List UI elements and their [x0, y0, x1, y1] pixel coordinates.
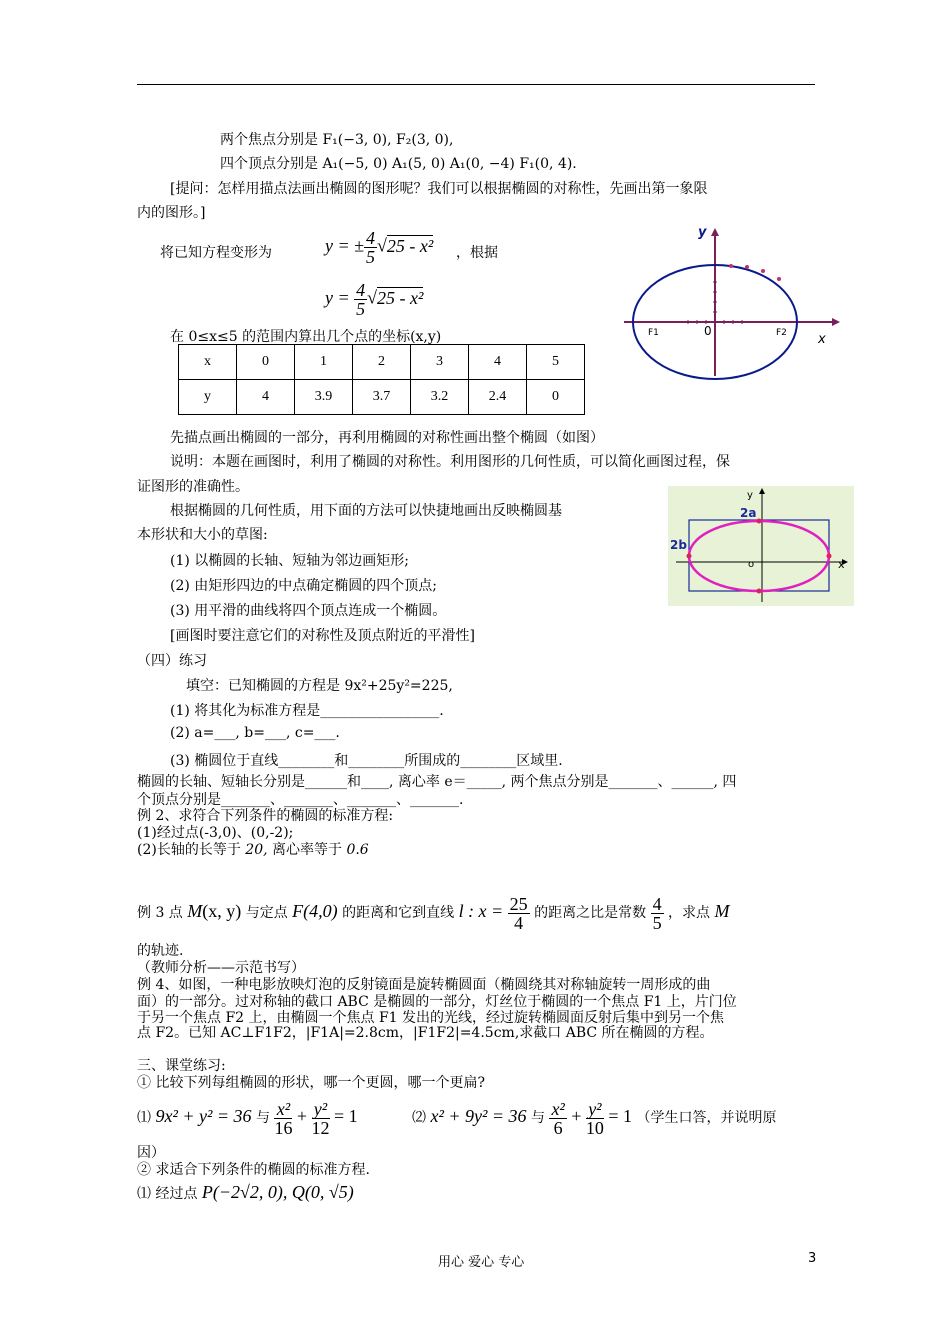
- ellipse-figure-2: [668, 486, 854, 606]
- practice-heading: （四）练习: [137, 653, 207, 669]
- fill-item-4: 椭圆的长轴、短轴长分别是______和____, 离心率 e＝_____, 两个焦点分别是_______、______, 四: [137, 774, 737, 790]
- table-cell: 1: [295, 345, 353, 380]
- page-number: 3: [808, 1251, 817, 1266]
- table-cell: 3.9: [295, 380, 353, 415]
- table-cell: 4: [469, 345, 527, 380]
- compare-group-1: ⑴ 9x² + y² = 36 与 $\frac{\text{x²}}{16}$ + $\frac{\text{y²}}{12}$ = 1: [137, 1098, 358, 1138]
- table-cell: x: [179, 345, 237, 380]
- equation-pm: y = ± $\frac{4}{5}$ √25 - x²: [325, 228, 434, 267]
- note-line-2: 证图形的准确性。: [137, 479, 249, 495]
- vertices-line: 四个顶点分别是 A₁(−5, 0) A₁(5, 0) A₁(0, −4) F₁(0, 4).: [220, 156, 577, 172]
- example-3-end: 的轨迹.: [137, 943, 184, 959]
- table-cell: 2: [353, 345, 411, 380]
- fill-question: 填空：已知椭圆的方程是 9x²+25y²=225,: [186, 678, 453, 694]
- axis-label-x: x: [838, 558, 845, 571]
- example-4-line-1: 例 4、如图，一种电影放映灯泡的反射镜面是旋转椭圆面（椭圆绕其对称轴旋转一周形成的曲: [137, 977, 711, 993]
- quick-line-2: 本形状和大小的草图:: [137, 527, 268, 543]
- equation-positive: y = $\frac{4}{5}$ √25 - x²: [325, 280, 424, 319]
- question-line: [提问：怎样用描点法画出椭圆的图形呢？我们可以根据椭圆的对称性，先画出第一象限: [170, 181, 708, 197]
- example-2-item-1: (1)经过点(-3,0)、(0,-2);: [137, 825, 294, 841]
- table-cell: 3.7: [353, 380, 411, 415]
- fill-item-2: (2) a=___, b=___, c=___.: [170, 725, 340, 741]
- class-question-2: ② 求适合下列条件的椭圆的标准方程.: [137, 1162, 370, 1178]
- focus-label-f2: F2: [776, 328, 787, 338]
- range-line: 在 0≤x≤5 的范围内算出几个点的坐标(x,y): [170, 329, 442, 345]
- teacher-note: （教师分析——示范书写）: [137, 960, 305, 976]
- header-rule: [137, 84, 815, 85]
- class-question-1: ① 比较下列每组椭圆的形状，哪一个更圆，哪一个更扁?: [137, 1075, 485, 1091]
- example-4-line-2: 面）的一部分。过对称轴的截口 ABC 是椭圆的一部分，灯丝位于椭圆的一个焦点 F1 上，片门位: [137, 994, 737, 1010]
- values-table: [178, 344, 585, 415]
- step-2: (2) 由矩形四边的中点确定椭圆的四个顶点;: [170, 578, 437, 594]
- foci-line: 两个焦点分别是 F₁(−3, 0), F₂(3, 0),: [220, 132, 454, 148]
- ellipse-figure-1: [618, 222, 840, 382]
- table-cell: 0: [527, 380, 585, 415]
- table-row: [179, 345, 585, 380]
- table-cell: 3.2: [411, 380, 469, 415]
- table-cell: y: [179, 380, 237, 415]
- axis-label-y: y: [747, 490, 753, 501]
- compare-tail: 因）: [137, 1145, 165, 1161]
- fill-item-1: (1) 将其化为标准方程是_________________.: [170, 703, 444, 719]
- origin-label: o: [748, 559, 755, 570]
- example-4-line-4: 点 F2。已知 AC⊥F1F2，|F1A|=2.8cm，|F1F2|=4.5cm,求截口 ABC 所在椭圆的方程。: [137, 1025, 714, 1041]
- axis-label-x: x: [818, 332, 826, 347]
- fill-item-5: 个顶点分别是_______、_______、_______、_______.: [137, 792, 464, 808]
- footer-motto: 用心 爱心 专心: [438, 1255, 525, 1270]
- label-2b: 2b: [670, 538, 687, 552]
- fill-item-3: (3) 椭圆位于直线________和________所围成的________区域里.: [170, 753, 563, 769]
- table-cell: 3: [411, 345, 469, 380]
- question-line-2: 内的图形。]: [137, 205, 206, 221]
- step-3: (3) 用平滑的曲线将四个顶点连成一个椭圆。: [170, 603, 447, 619]
- table-row: [179, 380, 585, 415]
- draw-line: 先描点画出椭圆的一部分，再利用椭圆的对称性画出整个椭圆（如图）: [170, 430, 604, 446]
- quick-line-1: 根据椭圆的几何性质，用下面的方法可以快捷地画出反映椭圆基: [170, 503, 562, 519]
- bracket-note: [画图时要注意它们的对称性及顶点附近的平滑性]: [170, 628, 475, 644]
- example-2-item-2: (2)长轴的长等于 20, 离心率等于 0.6: [137, 842, 369, 858]
- table-cell: 0: [237, 345, 295, 380]
- table-cell: 4: [237, 380, 295, 415]
- table-cell: 5: [527, 345, 585, 380]
- compare-group-2: ⑵ x² + 9y² = 36 与 $\frac{\text{x²}}{6}$ + $\frac{\text{y²}}{10}$ = 1 （学生口答，并说明原: [412, 1098, 777, 1138]
- label-2a: 2a: [740, 506, 757, 520]
- table-cell: 2.4: [469, 380, 527, 415]
- example-3: 例 3 点 M(x, y) 与定点 F(4,0) 的距离和它到直线 l : x = $\frac{25}{4}$ 的距离之比是常数 $\frac{4}{5}$ ，求点 M: [137, 893, 730, 933]
- note-line-1: 说明：本题在画图时，利用了椭圆的对称性。利用图形的几何性质，可以简化画图过程，保: [170, 454, 730, 470]
- according-text: ，根据: [456, 245, 498, 261]
- focus-label-f1: F1: [648, 328, 659, 338]
- step-1: (1) 以椭圆的长轴、短轴为邻边画矩形;: [170, 553, 409, 569]
- example-4-line-3: 于另一个焦点 F2 上，由椭圆一个焦点 F1 发出的光线，经过旋转椭圆面反射后集中到另一个焦: [137, 1010, 725, 1026]
- transform-text: 将已知方程变形为: [160, 245, 272, 261]
- axis-label-y: y: [698, 225, 707, 240]
- class-heading: 三、课堂练习:: [137, 1058, 226, 1074]
- origin-label: 0: [704, 324, 712, 338]
- class-question-2-item-1: ⑴ 经过点 P(−2√2, 0), Q(0, √5): [137, 1182, 354, 1202]
- example-2: 例 2、求符合下列条件的椭圆的标准方程:: [137, 808, 394, 824]
